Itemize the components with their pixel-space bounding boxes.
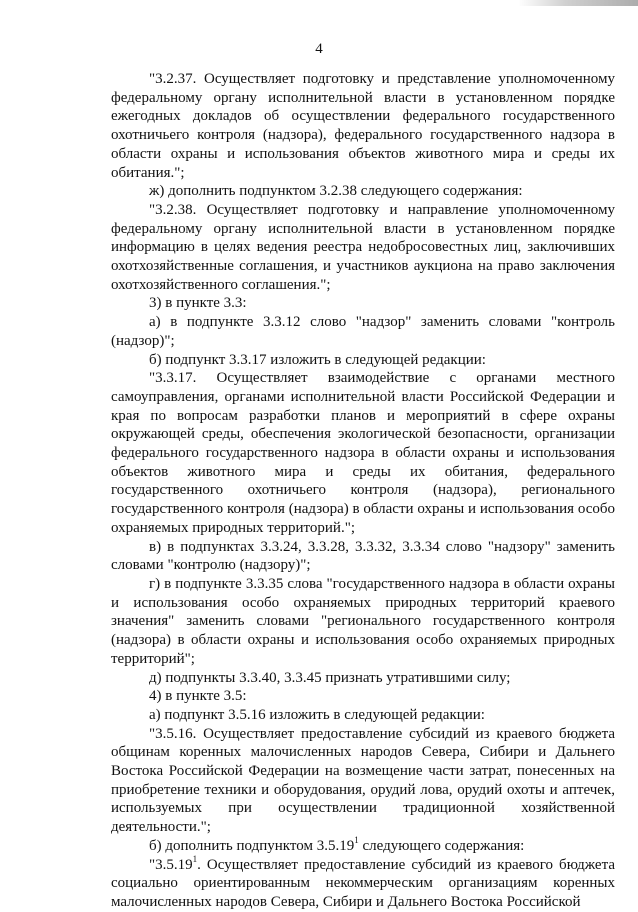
paragraph-text: а) в подпункте 3.3.12 слово "надзор" заменить словами "контроль (надзор)";: [111, 314, 615, 349]
paragraph-text: в) в подпунктах 3.3.24, 3.3.28, 3.3.32, 3.3.34 слово "надзору" заменить словами "контролю (надзору)";: [111, 538, 615, 574]
paragraph-text: б) дополнить подпунктом 3.5.19: [149, 837, 355, 854]
paragraph: [111, 201, 615, 295]
paragraph-text: "3.5.19: [149, 856, 193, 873]
paragraph: [111, 853, 615, 912]
paragraph-text: д) подпункты 3.3.40, 3.3.45 признать утратившими силу;: [149, 669, 511, 686]
superscript: 1: [192, 853, 198, 864]
paragraph-text: 4) в пункте 3.5:: [149, 688, 247, 705]
document-body: [111, 70, 615, 912]
paragraph: [111, 575, 615, 669]
paragraph: [111, 70, 615, 182]
paragraph-text: "3.3.17. Осуществляет взаимодействие с органами местного самоуправления, органами исполнительной власти Российской Федерации и края по вопросам разработки планов и мероприятий в сфере охраны окружающей среды, обеспечения экологической безопасности, организации федерального государственного надзора в области охраны и использования объектов животного мира и среды их обитания, федерального государственного охотничьего контроля (надзора), регионального государственного контроля (надзора) в области охраны и использования особо охраняемых природных территорий.";: [111, 370, 615, 536]
scan-artifact: [518, 0, 638, 6]
paragraph-text: "3.2.38. Осуществляет подготовку и направление уполномоченному федеральному органу исполнительной власти в установленном порядке информацию в целях ведения реестра недобросовестных лиц, заключивших охотхозяйственные соглашения, и участников аукциона на право заключения охотхозяйственного соглашения.";: [111, 201, 615, 293]
paragraph-text: ж) дополнить подпунктом 3.2.38 следующего содержания:: [149, 183, 523, 200]
paragraph: [111, 687, 615, 706]
paragraph: [111, 182, 615, 201]
paragraph-text: г) в подпункте 3.3.35 слова "государственного надзора в области охраны и использования особо охраняемых природных территорий краевого значения" заменить словами "регионального государственного контроля (надзора) в области охраны и использования особо охраняемых природных территорий";: [111, 575, 615, 667]
superscript: 1: [354, 834, 359, 845]
paragraph: [111, 538, 615, 575]
paragraph-text: 3) в пункте 3.3:: [149, 295, 247, 312]
paragraph: [111, 725, 615, 837]
paragraph: [111, 369, 615, 537]
paragraph: [111, 834, 615, 856]
paragraph: [111, 351, 615, 370]
paragraph-text-continued: . Осуществляет предоставление субсидий из краевого бюджета социально ориентированным некоммерческим организациям коренных малочисленных народов Севера, Сибири и Дальнего Востока Российской: [111, 856, 615, 910]
paragraph: [111, 313, 615, 350]
paragraph-text-continued: следующего содержания:: [358, 837, 525, 854]
paragraph: [111, 706, 615, 725]
paragraph: [111, 294, 615, 313]
paragraph-text: "3.5.16. Осуществляет предоставление субсидий из краевого бюджета общинам коренных малочисленных народов Севера, Сибири и Дальнего Востока Российской Федерации на возмещение части затрат, понесенных на приобретение техники и оборудования, орудий лова, орудий охоты и аптечек, используемых при осуществлении традиционной хозяйственной деятельности.";: [111, 725, 615, 836]
page-number: 4: [315, 41, 323, 57]
paragraph-text: б) подпункт 3.3.17 изложить в следующей редакции:: [149, 351, 486, 368]
paragraph-text: а) подпункт 3.5.16 изложить в следующей редакции:: [149, 706, 485, 723]
paragraph-text: "3.2.37. Осуществляет подготовку и представление уполномоченному федеральному органу исполнительной власти в установленном порядке ежегодных докладов об осуществлении федерального государственного охотничьего контроля (надзора), федерального государственного надзора в области охраны и использования объектов животного мира и среды их обитания.";: [111, 71, 615, 181]
paragraph: [111, 669, 615, 688]
